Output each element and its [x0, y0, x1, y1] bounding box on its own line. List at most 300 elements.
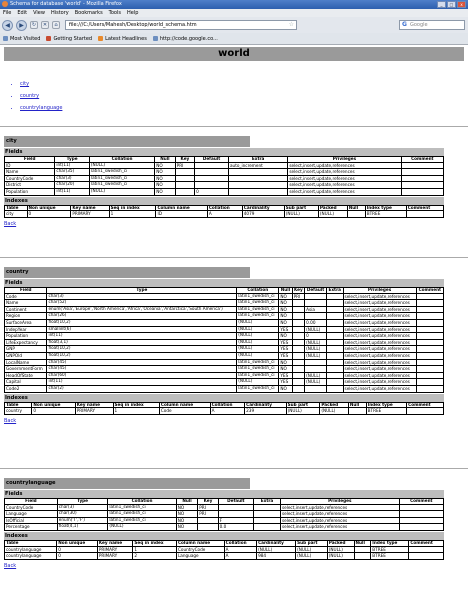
table-cell: enum('T','F') — [57, 517, 108, 524]
table-cell: (NULL) — [286, 408, 320, 415]
table-cell: 1 — [113, 408, 159, 415]
table-cell: 0.00 — [305, 319, 327, 326]
table-cell — [416, 306, 443, 313]
table-cell — [409, 546, 444, 553]
table-cell — [228, 175, 287, 182]
table-cell: YES — [279, 372, 292, 379]
reload-icon[interactable]: ↻ — [31, 22, 37, 28]
column-header: Table — [5, 402, 32, 408]
table-row — [5, 339, 444, 346]
column-header: Field — [5, 157, 55, 163]
column-header: Non unique — [27, 205, 71, 211]
table-cell: Continent — [5, 306, 47, 313]
page-content — [0, 45, 468, 599]
table-cell: (NULL) — [327, 553, 354, 560]
column-header: Comment — [406, 205, 443, 211]
table-cell: Language — [176, 553, 224, 560]
table-cell — [326, 339, 343, 346]
menu-help[interactable]: Help — [127, 10, 139, 16]
table-row — [5, 524, 444, 531]
bookmark-most-visited[interactable] — [3, 36, 40, 42]
table-cell — [416, 313, 443, 320]
table-cell: select,insert,update,references — [343, 352, 416, 359]
table-cell — [416, 326, 443, 333]
table-cell: (NULL) — [284, 211, 318, 218]
column-header: Comment — [409, 540, 444, 546]
table-cell — [399, 511, 443, 518]
table-cell: select,insert,update,references — [343, 293, 416, 300]
table-cell — [305, 366, 327, 373]
table-cell: A — [207, 211, 242, 218]
table-cell — [254, 504, 281, 511]
home-icon[interactable]: ⌂ — [52, 21, 60, 29]
table-cell: latin1_swedish_ci — [237, 359, 279, 366]
table-cell: Code2 — [5, 385, 47, 392]
search-input[interactable] — [399, 20, 465, 30]
search-placeholder: Google — [410, 22, 428, 28]
indexes-subheading: Indexes — [4, 197, 444, 205]
table-cell: int(11) — [55, 162, 90, 169]
address-bar[interactable] — [65, 20, 297, 30]
table-row — [5, 553, 444, 560]
bookmark-label: Most Visited — [10, 35, 41, 42]
table-cell — [348, 408, 366, 415]
table-cell — [401, 188, 443, 195]
table-cell — [305, 359, 327, 366]
table-row — [5, 293, 444, 300]
browser-chrome — [0, 0, 468, 45]
table-cell: (NULL) — [89, 188, 154, 195]
table-cell: latin1_swedish_ci — [89, 169, 154, 176]
menu-edit[interactable]: Edit — [17, 10, 28, 16]
bookmark-google-code[interactable] — [153, 36, 218, 42]
table-row — [5, 366, 444, 373]
table-section-countrylanguage — [4, 478, 464, 570]
column-header: Key name — [75, 402, 113, 408]
table-cell: NO — [176, 524, 197, 531]
table-cell — [198, 517, 218, 524]
column-header: Column name — [159, 402, 210, 408]
column-header: Default — [195, 157, 229, 163]
table-cell — [228, 188, 287, 195]
table-cell: select,insert,update,references — [288, 169, 401, 176]
table-cell — [292, 359, 305, 366]
menu-tools[interactable]: Tools — [108, 10, 121, 16]
table-cell: smallint(6) — [47, 326, 237, 333]
column-header: Non unique — [32, 402, 75, 408]
table-cell — [326, 300, 343, 307]
table-cell: 1 — [109, 211, 156, 218]
column-header: Extra — [326, 288, 343, 294]
table-cell: auto_increment — [228, 162, 287, 169]
column-header: Seq in index — [109, 205, 156, 211]
table-cell: Region — [5, 313, 47, 320]
table-cell: YES — [279, 326, 292, 333]
table-cell — [416, 346, 443, 353]
table-cell — [254, 524, 281, 531]
window-controls — [437, 1, 466, 8]
table-cell: city — [5, 211, 28, 218]
table-cell: countrylanguage — [5, 553, 57, 560]
column-header: Extra — [228, 157, 287, 163]
table-cell: select,insert,update,references — [343, 333, 416, 340]
column-header: Null — [280, 287, 291, 292]
table-cell — [292, 300, 305, 307]
stop-icon[interactable]: ✕ — [42, 22, 48, 28]
table-cell: NO — [176, 511, 197, 518]
table-cell: NO — [279, 306, 292, 313]
table-cell: 0 — [57, 553, 98, 560]
forward-arrow-icon[interactable]: ▶ — [16, 20, 27, 31]
column-header: Collation — [89, 157, 154, 163]
table-cell: enum('Asia','Europe','North America','Africa','Oceania','Antarctica','South America') — [47, 306, 237, 313]
menu-history[interactable]: History — [50, 10, 69, 16]
column-header: Seq in index — [133, 540, 177, 546]
bookmark-latest-headlines[interactable] — [98, 36, 147, 42]
table-cell — [416, 366, 443, 373]
table-cell: select,insert,update,references — [288, 182, 401, 189]
fields-subheading: Fields — [4, 148, 444, 156]
table-cell: PRIMARY — [97, 553, 133, 560]
back-arrow-icon[interactable]: ◀ — [2, 20, 13, 31]
table-cell: Population — [5, 333, 47, 340]
table-cell — [416, 293, 443, 300]
table-cell — [292, 385, 305, 392]
table-cell — [326, 379, 343, 386]
table-cell: (NULL) — [327, 546, 354, 553]
table-cell — [292, 352, 305, 359]
table-cell: char(45) — [47, 366, 237, 373]
table-cell: (NULL) — [257, 546, 296, 553]
back-link[interactable]: Back — [4, 562, 17, 569]
column-header: Key — [175, 157, 194, 163]
column-header: Cardinality — [245, 402, 287, 408]
table-cell: (NULL) — [237, 346, 279, 353]
table-cell: (NULL) — [305, 379, 327, 386]
table-cell: 4079 — [242, 211, 284, 218]
table-cell: select,insert,update,references — [288, 188, 401, 195]
table-cell — [195, 182, 229, 189]
table-cell: latin1_swedish_ci — [89, 182, 154, 189]
fields-subheading: Fields — [4, 490, 444, 498]
table-cell: select,insert,update,references — [343, 306, 416, 313]
column-header: Seq in index — [113, 402, 159, 408]
table-cell: A — [224, 546, 256, 553]
toc-item — [20, 90, 468, 102]
table-cell: (NULL) — [305, 326, 327, 333]
column-header: Type — [57, 499, 108, 505]
column-header: Cardinality — [242, 205, 284, 211]
table-row — [5, 379, 444, 386]
table-cell: BTREE — [371, 546, 409, 553]
table-cell: select,insert,update,references — [343, 346, 416, 353]
table-cell — [416, 359, 443, 366]
bookmarks-toolbar — [0, 33, 468, 44]
title-bar — [0, 0, 468, 9]
table-cell — [326, 346, 343, 353]
table-cell: char(3) — [47, 293, 237, 300]
table-cell: YES — [279, 339, 292, 346]
table-cell: 239 — [245, 408, 287, 415]
column-header: Index type — [366, 402, 407, 408]
table-row — [5, 385, 444, 392]
column-header: Collation — [224, 540, 256, 546]
table-cell: IsOfficial — [5, 517, 58, 524]
table-cell — [292, 319, 305, 326]
table-cell — [401, 162, 443, 169]
menu-file[interactable]: File — [3, 10, 12, 16]
table-cell: BTREE — [371, 553, 409, 560]
table-row — [5, 408, 444, 415]
table-cell: NO — [155, 162, 175, 169]
table-cell — [416, 333, 443, 340]
toc-link-country[interactable]: country — [20, 93, 40, 99]
column-header: Index type — [365, 205, 406, 211]
rss-feed-icon — [98, 36, 103, 41]
table-cell: NO — [279, 313, 292, 320]
table-cell: IndepYear — [5, 326, 47, 333]
table-cell: NO — [155, 188, 175, 195]
table-cell — [354, 546, 371, 553]
table-cell — [228, 182, 287, 189]
table-cell — [407, 408, 444, 415]
table-cell: int(11) — [47, 379, 237, 386]
table-cell: HeadOfState — [5, 372, 47, 379]
table-cell: GovernmentForm — [5, 366, 47, 373]
table-cell: (NULL) — [237, 339, 279, 346]
column-header: Type — [47, 288, 237, 294]
table-cell: country — [5, 408, 32, 415]
column-header: Field — [5, 499, 58, 505]
table-section-city — [4, 136, 464, 228]
menu-view[interactable]: View — [33, 10, 45, 16]
table-section-country — [4, 267, 464, 424]
table-cell: float(4,1) — [57, 524, 108, 531]
google-icon: G — [402, 21, 407, 28]
column-header: Key name — [71, 205, 109, 211]
table-cell: SurfaceArea — [5, 319, 47, 326]
section-divider — [0, 468, 468, 469]
table-cell — [401, 169, 443, 176]
table-cell: LocalName — [5, 359, 47, 366]
table-cell: float(10,2) — [47, 346, 237, 353]
url-text: file:///C:/Users/Mahesh/Desktop/world_schema.htm — [69, 22, 197, 28]
table-cell: (NULL) — [305, 352, 327, 359]
table-cell — [326, 306, 343, 313]
table-cell: select,insert,update,references — [343, 319, 416, 326]
table-cell — [195, 162, 229, 169]
menu-bar — [0, 9, 468, 17]
table-cell: countrylanguage — [5, 546, 57, 553]
table-cell: (NULL) — [305, 339, 327, 346]
indexes-table — [4, 205, 444, 218]
column-header: Key — [198, 499, 218, 505]
table-cell — [175, 169, 194, 176]
table-row — [5, 306, 444, 313]
table-cell — [292, 339, 305, 346]
table-cell — [175, 175, 194, 182]
table-cell: select,insert,update,references — [280, 511, 399, 518]
bookmark-star-icon[interactable]: ☆ — [288, 21, 294, 28]
table-cell — [305, 313, 327, 320]
fields-subheading: Fields — [4, 279, 444, 287]
column-header: Key name — [97, 540, 133, 546]
indexes-table — [4, 402, 444, 415]
table-cell: PRI — [292, 293, 305, 300]
table-cell — [416, 379, 443, 386]
table-cell: select,insert,update,references — [343, 385, 416, 392]
table-cell: GNPOld — [5, 352, 47, 359]
bookmark-label: http://code.google.co... — [159, 35, 218, 42]
column-header: Extra — [254, 499, 281, 505]
table-cell: (NULL) — [89, 162, 154, 169]
close-button[interactable]: x — [457, 1, 466, 8]
toc-link-city[interactable]: city — [20, 81, 30, 87]
table-row — [5, 372, 444, 379]
table-cell — [292, 372, 305, 379]
table-cell: latin1_swedish_ci — [237, 366, 279, 373]
table-cell — [218, 504, 253, 511]
table-cell: PRIMARY — [71, 211, 109, 218]
table-cell — [409, 553, 444, 560]
column-header: Packed — [327, 540, 354, 546]
table-cell: NO — [279, 366, 292, 373]
table-cell: PRI — [198, 504, 218, 511]
fields-table — [4, 156, 444, 196]
table-cell: int(11) — [55, 188, 90, 195]
column-header: Packed — [318, 205, 347, 211]
table-cell: 1 — [133, 546, 177, 553]
table-cell: Code — [5, 293, 47, 300]
table-cell — [326, 359, 343, 366]
column-header: Key — [294, 287, 303, 292]
table-cell — [399, 517, 443, 524]
table-cell: Capital — [5, 379, 47, 386]
table-cell: latin1_swedish_ci — [237, 306, 279, 313]
table-cell: latin1_swedish_ci — [237, 300, 279, 307]
section-divider — [0, 257, 468, 258]
column-header: Privileges — [288, 157, 401, 163]
table-cell: 0 — [27, 211, 71, 218]
table-cell: 0 — [32, 408, 75, 415]
menu-bookmarks[interactable]: Bookmarks — [74, 10, 103, 16]
table-cell — [416, 339, 443, 346]
back-link[interactable]: Back — [4, 417, 17, 424]
table-cell: latin1_swedish_ci — [237, 293, 279, 300]
table-cell: YES — [279, 352, 292, 359]
table-cell — [401, 175, 443, 182]
table-cell: float(3,1) — [47, 339, 237, 346]
column-header: Comment — [401, 157, 443, 163]
table-cell: char(2) — [47, 385, 237, 392]
table-cell: 0 — [57, 546, 98, 553]
column-header: Collation — [108, 499, 176, 505]
table-cell: 0 — [195, 188, 229, 195]
table-cell: District — [5, 182, 55, 189]
bookmark-getting-started[interactable] — [46, 36, 92, 42]
table-name-heading: countrylanguage — [4, 478, 250, 489]
table-cell — [292, 313, 305, 320]
indexes-subheading: Indexes — [4, 532, 444, 540]
column-header: Null — [347, 205, 365, 211]
table-name-heading: city — [4, 136, 250, 147]
maximize-button[interactable]: □ — [447, 1, 456, 8]
table-cell: NO — [279, 300, 292, 307]
table-cell — [292, 379, 305, 386]
column-header: Comment — [407, 402, 444, 408]
table-cell: select,insert,update,references — [343, 339, 416, 346]
column-header: Null — [354, 540, 371, 546]
table-row — [5, 326, 444, 333]
column-header: Default — [218, 499, 253, 505]
column-header: Type — [55, 157, 90, 163]
table-cell: latin1_swedish_ci — [89, 175, 154, 182]
table-cell — [292, 333, 305, 340]
column-header: Collation — [207, 205, 242, 211]
table-cell: A — [210, 408, 245, 415]
table-cell: (NULL) — [237, 352, 279, 359]
table-cell: NO — [279, 333, 292, 340]
table-cell — [326, 333, 343, 340]
table-cell: (NULL) — [237, 319, 279, 326]
table-cell: select,insert,update,references — [343, 359, 416, 366]
navigation-bar — [0, 17, 468, 33]
table-cell — [326, 372, 343, 379]
table-row — [5, 346, 444, 353]
table-cell: char(52) — [47, 300, 237, 307]
table-cell: int(11) — [47, 333, 237, 340]
table-row — [5, 546, 444, 553]
column-header: Cardinality — [257, 540, 296, 546]
table-cell — [198, 524, 218, 531]
table-cell: select,insert,update,references — [343, 379, 416, 386]
column-header: Column name — [156, 205, 207, 211]
minimize-button[interactable]: _ — [437, 1, 446, 8]
window-title: Schema for database 'world' - Mozilla Firefox — [10, 1, 122, 7]
table-cell — [305, 293, 327, 300]
column-header: Collation — [210, 402, 245, 408]
table-cell: latin1_swedish_ci — [237, 313, 279, 320]
toc-link-countrylanguage[interactable]: countrylanguage — [20, 105, 63, 111]
table-cell — [326, 352, 343, 359]
table-row — [5, 352, 444, 359]
table-cell: PRI — [175, 162, 194, 169]
table-cell: BTREE — [366, 408, 407, 415]
table-row — [5, 313, 444, 320]
table-row — [5, 359, 444, 366]
table-cell: select,insert,update,references — [343, 366, 416, 373]
table-of-contents — [12, 78, 468, 114]
column-header: Comment — [416, 288, 443, 294]
table-cell — [326, 385, 343, 392]
table-cell: NO — [279, 359, 292, 366]
table-cell: 2 — [133, 553, 177, 560]
table-cell: CountryCode — [5, 504, 58, 511]
table-cell — [416, 319, 443, 326]
table-row — [5, 182, 444, 189]
table-cell: NO — [279, 319, 292, 326]
column-header: Default — [305, 288, 327, 294]
column-header: Null — [155, 157, 175, 163]
table-cell: BTREE — [365, 211, 406, 218]
table-cell — [292, 346, 305, 353]
table-cell: YES — [279, 346, 292, 353]
column-header: Sub part — [284, 205, 318, 211]
table-cell — [292, 326, 305, 333]
table-cell: select,insert,update,references — [280, 524, 399, 531]
table-cell: (NULL) — [318, 211, 347, 218]
back-link[interactable]: Back — [4, 220, 17, 227]
